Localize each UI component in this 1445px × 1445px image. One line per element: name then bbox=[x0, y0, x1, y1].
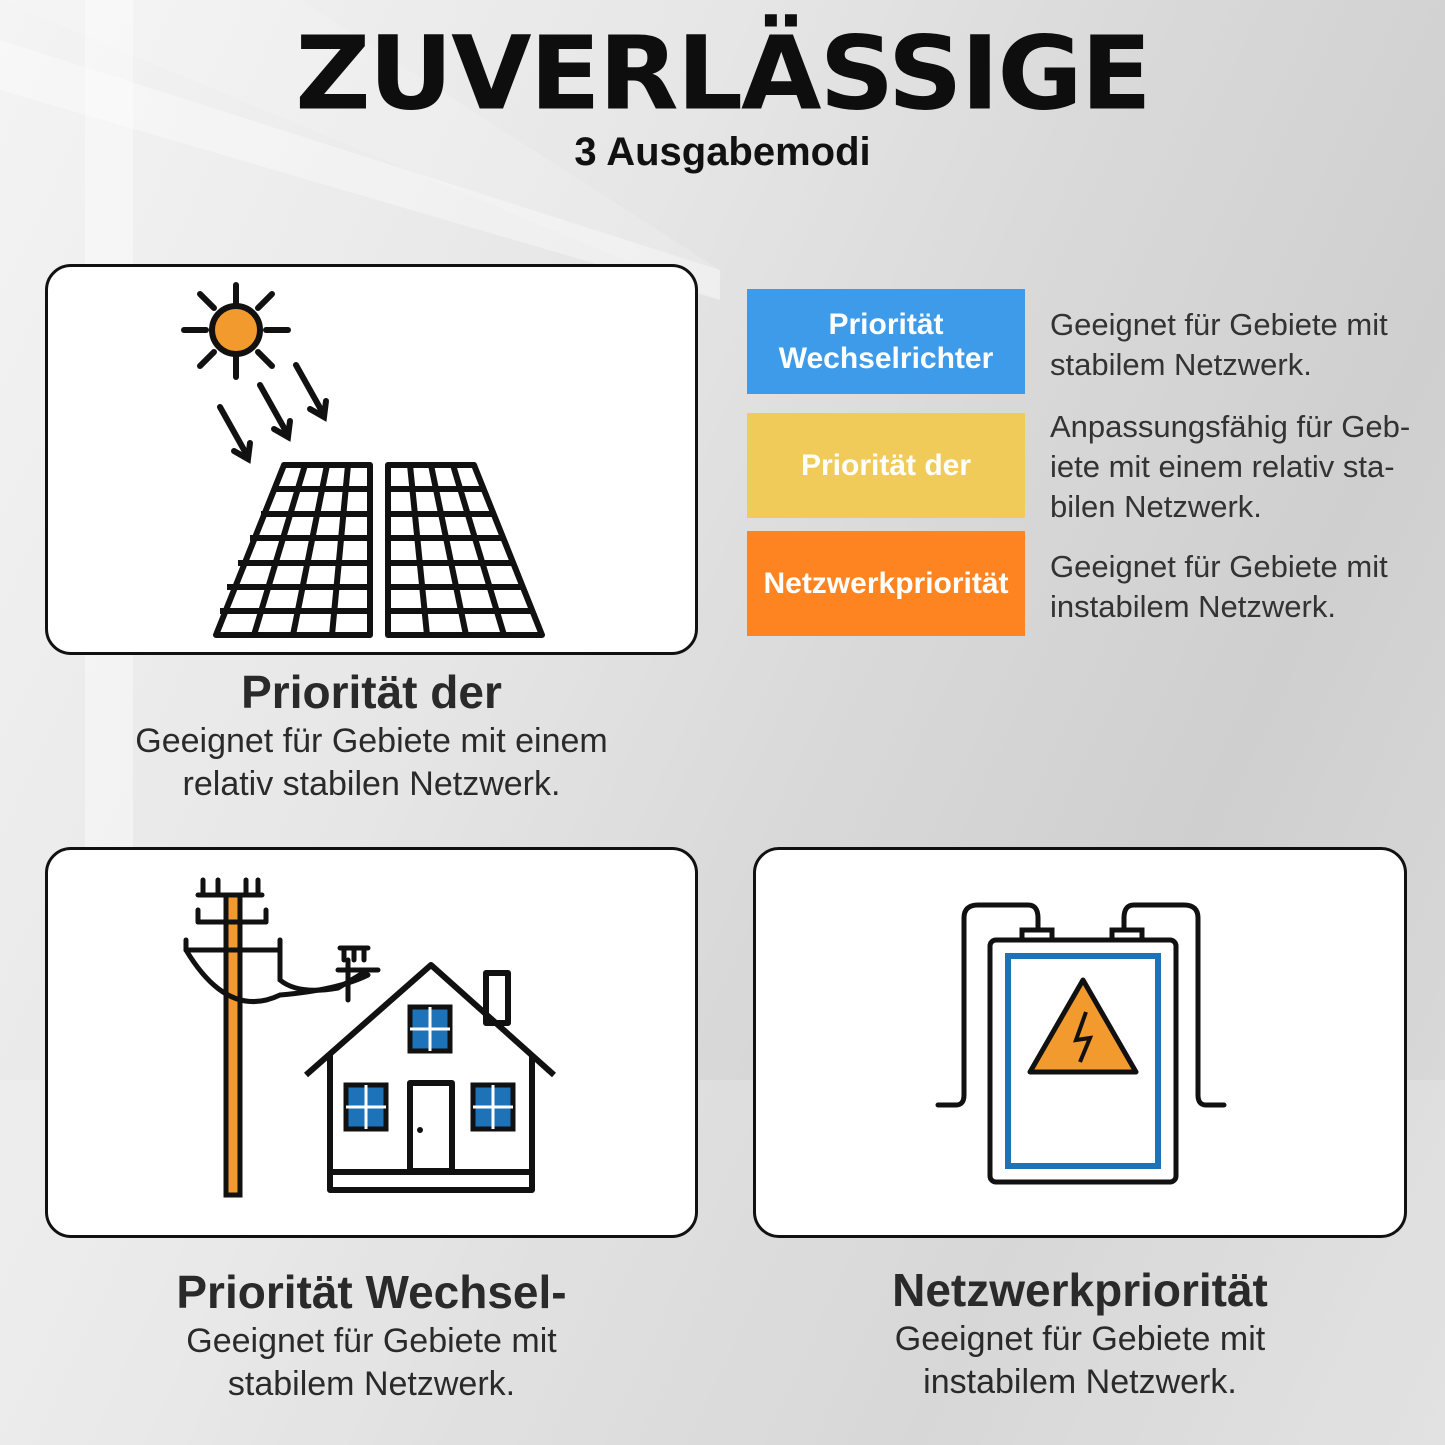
card-title-solar: Priorität der bbox=[241, 666, 502, 718]
mode-badge-solar: Priorität der bbox=[747, 413, 1025, 518]
page-subtitle: 3 Ausgabemodi bbox=[574, 130, 871, 174]
inverter-priority-card bbox=[45, 847, 698, 1238]
card-desc-inverter: Geeignet für Gebiete mit stabilem Netzwerk. bbox=[186, 1322, 557, 1403]
mode-desc-solar: Anpassungsfähig für Geb- iete mit einem relativ sta- bilen Netzwerk. bbox=[1050, 409, 1411, 524]
mode-desc-inverter: Geeignet für Gebiete mit stabilem Netzwerk. bbox=[1050, 307, 1388, 382]
electrical-cabinet-warning-icon bbox=[756, 850, 1410, 1241]
house-power-pole-icon bbox=[48, 850, 701, 1241]
mode-desc-grid: Geeignet für Gebiete mit instabilem Netzwerk. bbox=[1050, 549, 1388, 624]
page-title: ZUVERLÄSSIGE bbox=[295, 13, 1150, 133]
mode-badge-inverter: Priorität Wechselrichter bbox=[747, 289, 1025, 394]
solar-priority-card bbox=[45, 264, 698, 655]
card-title-inverter: Priorität Wechsel- bbox=[176, 1266, 567, 1318]
solar-panel-sun-icon bbox=[48, 267, 701, 658]
card-desc-solar: Geeignet für Gebiete mit einem relativ stabilen Netzwerk. bbox=[135, 722, 608, 803]
card-desc-grid: Geeignet für Gebiete mit instabilem Netzwerk. bbox=[894, 1320, 1266, 1401]
card-title-grid: Netzwerkpriorität bbox=[892, 1264, 1268, 1316]
grid-priority-card bbox=[753, 847, 1407, 1238]
mode-badge-grid: Netzwerkpriorität bbox=[747, 531, 1025, 636]
